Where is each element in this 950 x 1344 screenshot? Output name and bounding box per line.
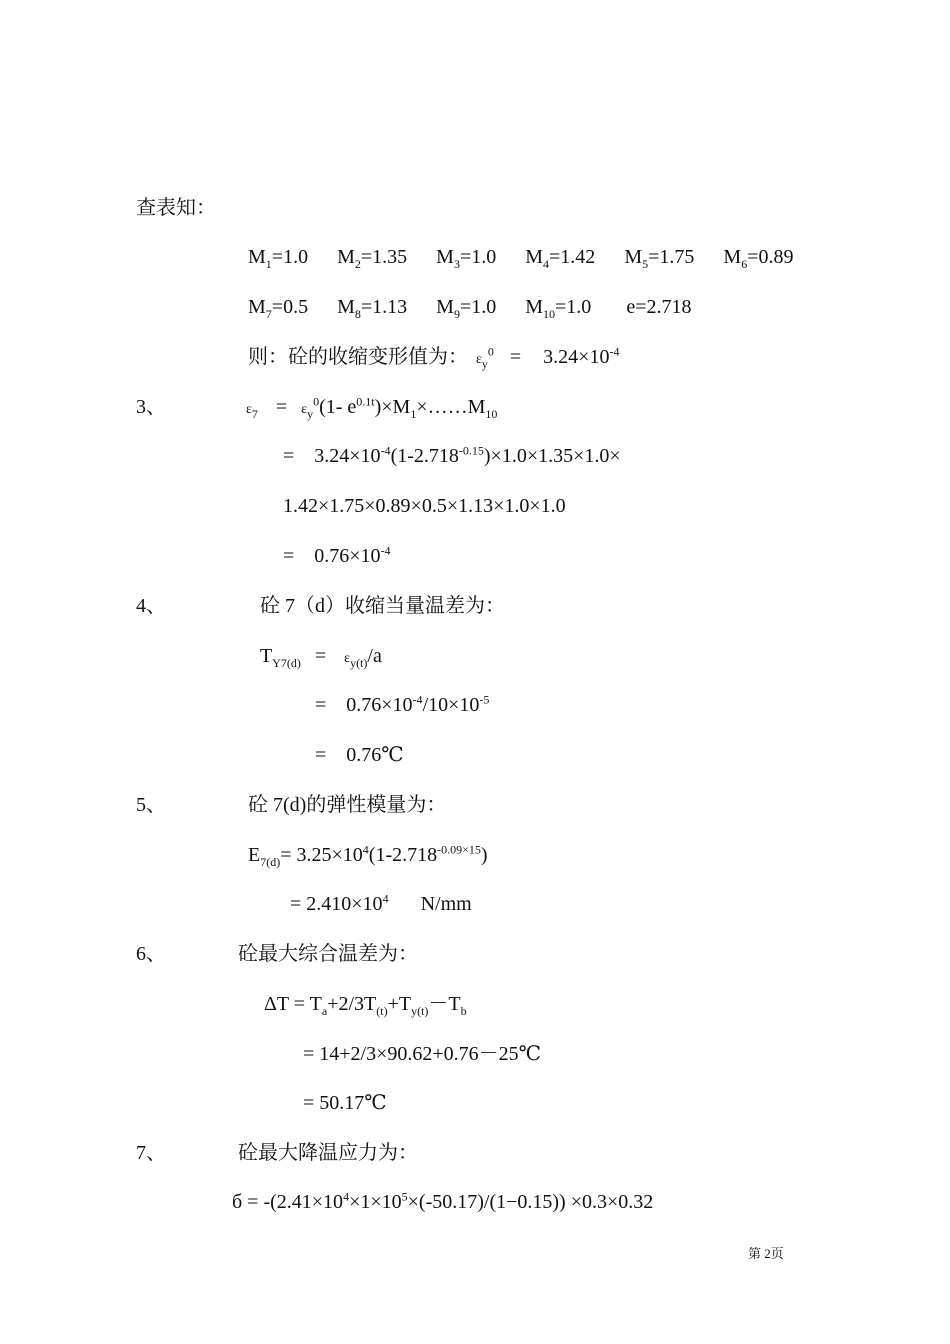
section-6-number: 6、 <box>136 943 166 965</box>
m2: $M_2=1.35$ <box>337 246 408 271</box>
m-values-row-2 <box>248 295 691 319</box>
section-5-formula: $E_{7(d)}= 3.25\times 10^4(1-2.718^{-0.09\times 15})$ <box>248 842 488 869</box>
m3: $M_3=1.0$ <box>436 246 497 271</box>
section-4-substitution: = $0.76\times 10^{-4}/10\times 10^{-5}$ <box>315 692 490 716</box>
section-7-number: 7、 <box>136 1142 166 1164</box>
section-7-formula: $б = -(2.41\times 10^4\times 1\times 10^5\times(-50.17)/(1-0.15)) \times 0.3\times 0.32$ <box>232 1189 654 1213</box>
m4: $M_4=1.42$ <box>525 246 596 271</box>
section-3-continuation: 1.42×1.75×0.89×0.5×1.13×1.0×1.0 <box>283 495 566 517</box>
section-3-number: 3、 <box>136 396 166 418</box>
shrink-value-line: 则：砼的收缩变形值为： $\varepsilon_y^0 = 3.24\times 10^{-4}$ <box>248 344 620 371</box>
section-4-title: 砼 7（d）收缩当量温差为： <box>260 595 505 617</box>
m5: $M_5=1.75$ <box>624 246 695 271</box>
lookup-label: 查表知： <box>136 197 216 219</box>
section-6-title: 砼最大综合温差为： <box>238 943 418 965</box>
section-5-result: = $2.410\times 10^4$ N/mm <box>290 891 472 915</box>
section-5-number: 5、 <box>136 794 166 816</box>
section-5-title: 砼 7(d)的弹性模量为： <box>248 794 447 816</box>
m6: $M_6=0.89$ <box>723 246 794 271</box>
m7: $M_7=0.5$ <box>248 296 309 321</box>
section-4-result: = 0.76℃ <box>315 744 404 766</box>
section-7-title: 砼最大降温应力为： <box>238 1142 418 1164</box>
page-number: 第 2页 <box>748 1246 784 1261</box>
m-values-row-1 <box>248 245 793 269</box>
section-3-substitution: = $3.24\times 10^{-4}(1-2.718^{-0.15})\times 1.0\times 1.35\times 1.0\times$ <box>283 443 621 467</box>
section-6-result: = 50.17℃ <box>303 1092 387 1114</box>
m1: $M_1=1.0$ <box>248 246 309 271</box>
m9: $M_9=1.0$ <box>436 296 497 321</box>
section-6-formula: $\Delta T = T_a+2/3T_{(t)}+T_{y(t)}-T_b$ <box>264 993 467 1018</box>
e-value: e=2.718 <box>626 296 692 318</box>
section-6-substitution: = 14+2/3×90.62+0.76－25℃ <box>303 1043 542 1065</box>
section-3-result: = $0.76\times 10^{-4}$ <box>283 543 391 567</box>
section-3-formula: $\varepsilon_7 = \varepsilon_y^0(1-$ $e^{0.1t})\times M_1\times\dots\dots M_{10}$ <box>246 394 498 421</box>
section-4-formula: $T_{Y7(d)} = \varepsilon_{y(t)}/a$ <box>260 645 382 670</box>
m8: $M_8=1.13$ <box>337 296 408 321</box>
section-4-number: 4、 <box>136 595 166 617</box>
m10: $M_{10}=1.0$ <box>525 296 592 321</box>
